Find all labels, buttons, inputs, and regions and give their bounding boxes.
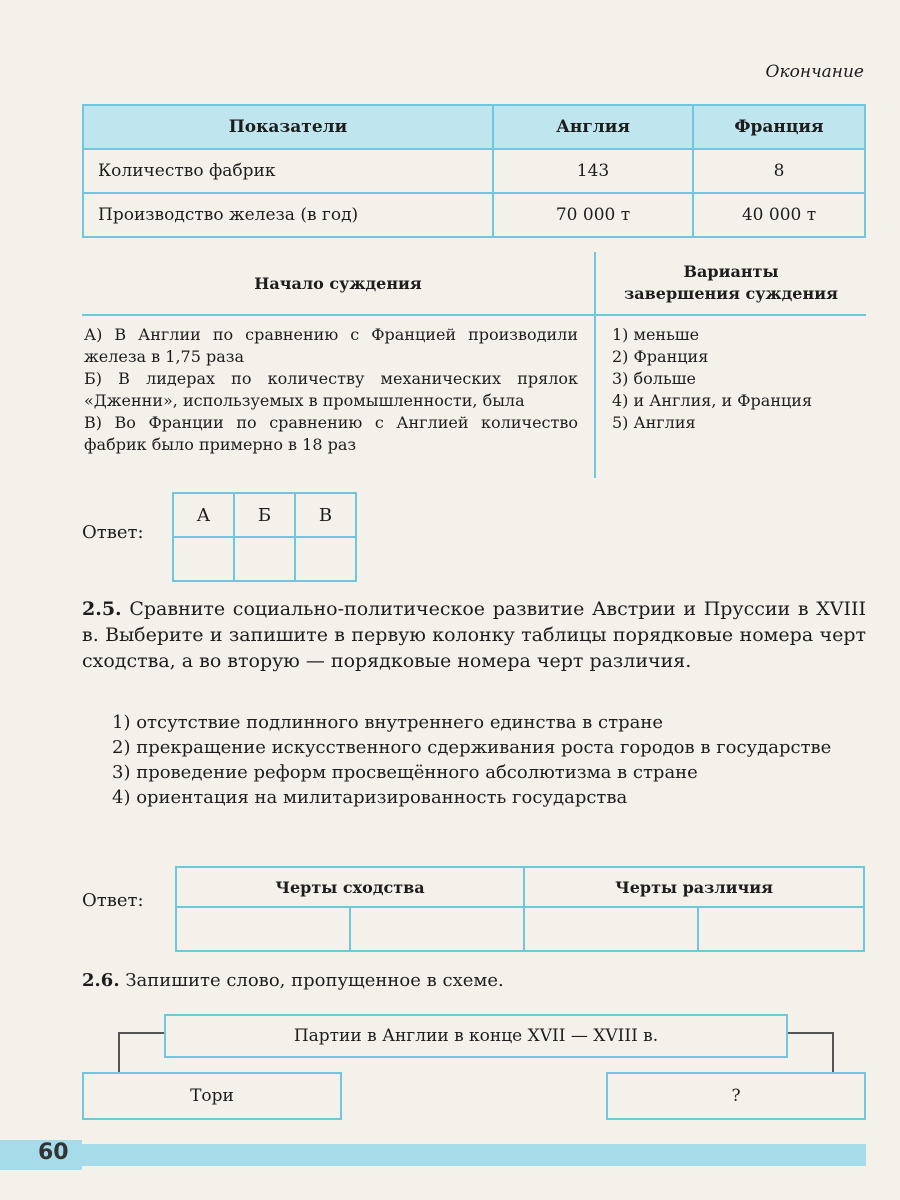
table-header-cell: Англия (493, 105, 693, 149)
table-cell: 8 (693, 149, 865, 193)
table-header-row (83, 105, 865, 149)
table-cell: 143 (493, 149, 693, 193)
stats-table (82, 104, 866, 238)
list-item: В) Во Франции по сравнению с Англией количество фабрик было примерно в 18 раз (84, 413, 578, 454)
answer-cell[interactable] (234, 537, 295, 581)
answer-cell[interactable] (698, 907, 864, 951)
list-item: 1) отсутствие подлинного внутреннего единства в стране (112, 712, 663, 733)
judgment-table (82, 252, 866, 478)
table-header-cell: А (173, 493, 234, 537)
divider (82, 314, 866, 316)
scheme-top-box: Партии в Англии в конце XVII — XVIII в. (164, 1014, 788, 1058)
scheme-right-box[interactable]: ? (606, 1072, 866, 1120)
list-item: 1) меньше (612, 325, 700, 344)
table-cell: Производство железа (в год) (83, 193, 493, 237)
list-item: 2) прекращение искусственного сдерживания роста городов в государстве (112, 737, 832, 758)
list-item: Б) В лидерах по количеству механических прялок «Дженни», используемых в промышленности, была (84, 369, 578, 410)
table-row (173, 537, 356, 581)
connector-line (786, 1032, 834, 1074)
task-text: Запишите слово, пропущенное в схеме. (125, 970, 504, 991)
table-cell: Количество фабрик (83, 149, 493, 193)
different-traits-header: Черты различия (524, 867, 864, 907)
list-item: 4) и Англия, и Франция (612, 391, 813, 410)
table-row (176, 907, 864, 951)
answer-cell[interactable] (176, 907, 350, 951)
table-header-row (173, 493, 356, 537)
table-header-cell: В (295, 493, 356, 537)
list-item: А) В Англии по сравнению с Францией производили железа в 1,75 раза (84, 325, 578, 366)
header-line: завершения суждения (624, 284, 838, 303)
judgment-beginnings (84, 324, 578, 456)
divider (594, 252, 596, 478)
task-2-5-options (112, 710, 866, 810)
table-header-cell: Франция (693, 105, 865, 149)
answer-label: Ответ: (82, 522, 144, 543)
list-item: 5) Англия (612, 413, 696, 432)
table-header-cell: Б (234, 493, 295, 537)
list-item: 3) больше (612, 369, 696, 388)
traits-table (175, 866, 865, 952)
similar-traits-header: Черты сходства (176, 867, 524, 907)
table-row (83, 193, 865, 237)
table-cell: 70 000 т (493, 193, 693, 237)
table-row (83, 149, 865, 193)
answer-label: Ответ: (82, 890, 144, 911)
answer-cell[interactable] (350, 907, 524, 951)
continuation-label: Окончание (765, 62, 864, 82)
judgment-endings (612, 324, 866, 434)
answer-cell[interactable] (295, 537, 356, 581)
footer-bar (82, 1144, 866, 1166)
judgment-left-header: Начало суждения (254, 273, 422, 293)
judgment-right-header (596, 252, 866, 314)
table-header-row (176, 867, 864, 907)
answer-cell[interactable] (524, 907, 698, 951)
list-item: 3) проведение реформ просвещённого абсолютизма в стране (112, 762, 698, 783)
task-number: 2.5. (82, 598, 122, 620)
connector-line (118, 1032, 166, 1074)
answer-cell[interactable] (173, 537, 234, 581)
list-item: 4) ориентация на милитаризированность государства (112, 787, 628, 808)
task-text: Сравните социально-политическое развитие Австрии и Пруссии в XVIII в. Выберите и запишите в первую колонку таблицы порядковые номера черт сходства, а во вторую — порядковые номера черт различия. (82, 598, 866, 672)
task-2-5 (82, 596, 866, 674)
task-number: 2.6. (82, 970, 120, 991)
task-2-6 (82, 970, 504, 991)
answer-grid (172, 492, 357, 582)
table-cell: 40 000 т (693, 193, 865, 237)
scheme-left-box: Тори (82, 1072, 342, 1120)
page-number: 60 (38, 1140, 69, 1165)
list-item: 2) Франция (612, 347, 709, 366)
header-line: Варианты (683, 262, 779, 281)
table-header-cell: Показатели (83, 105, 493, 149)
